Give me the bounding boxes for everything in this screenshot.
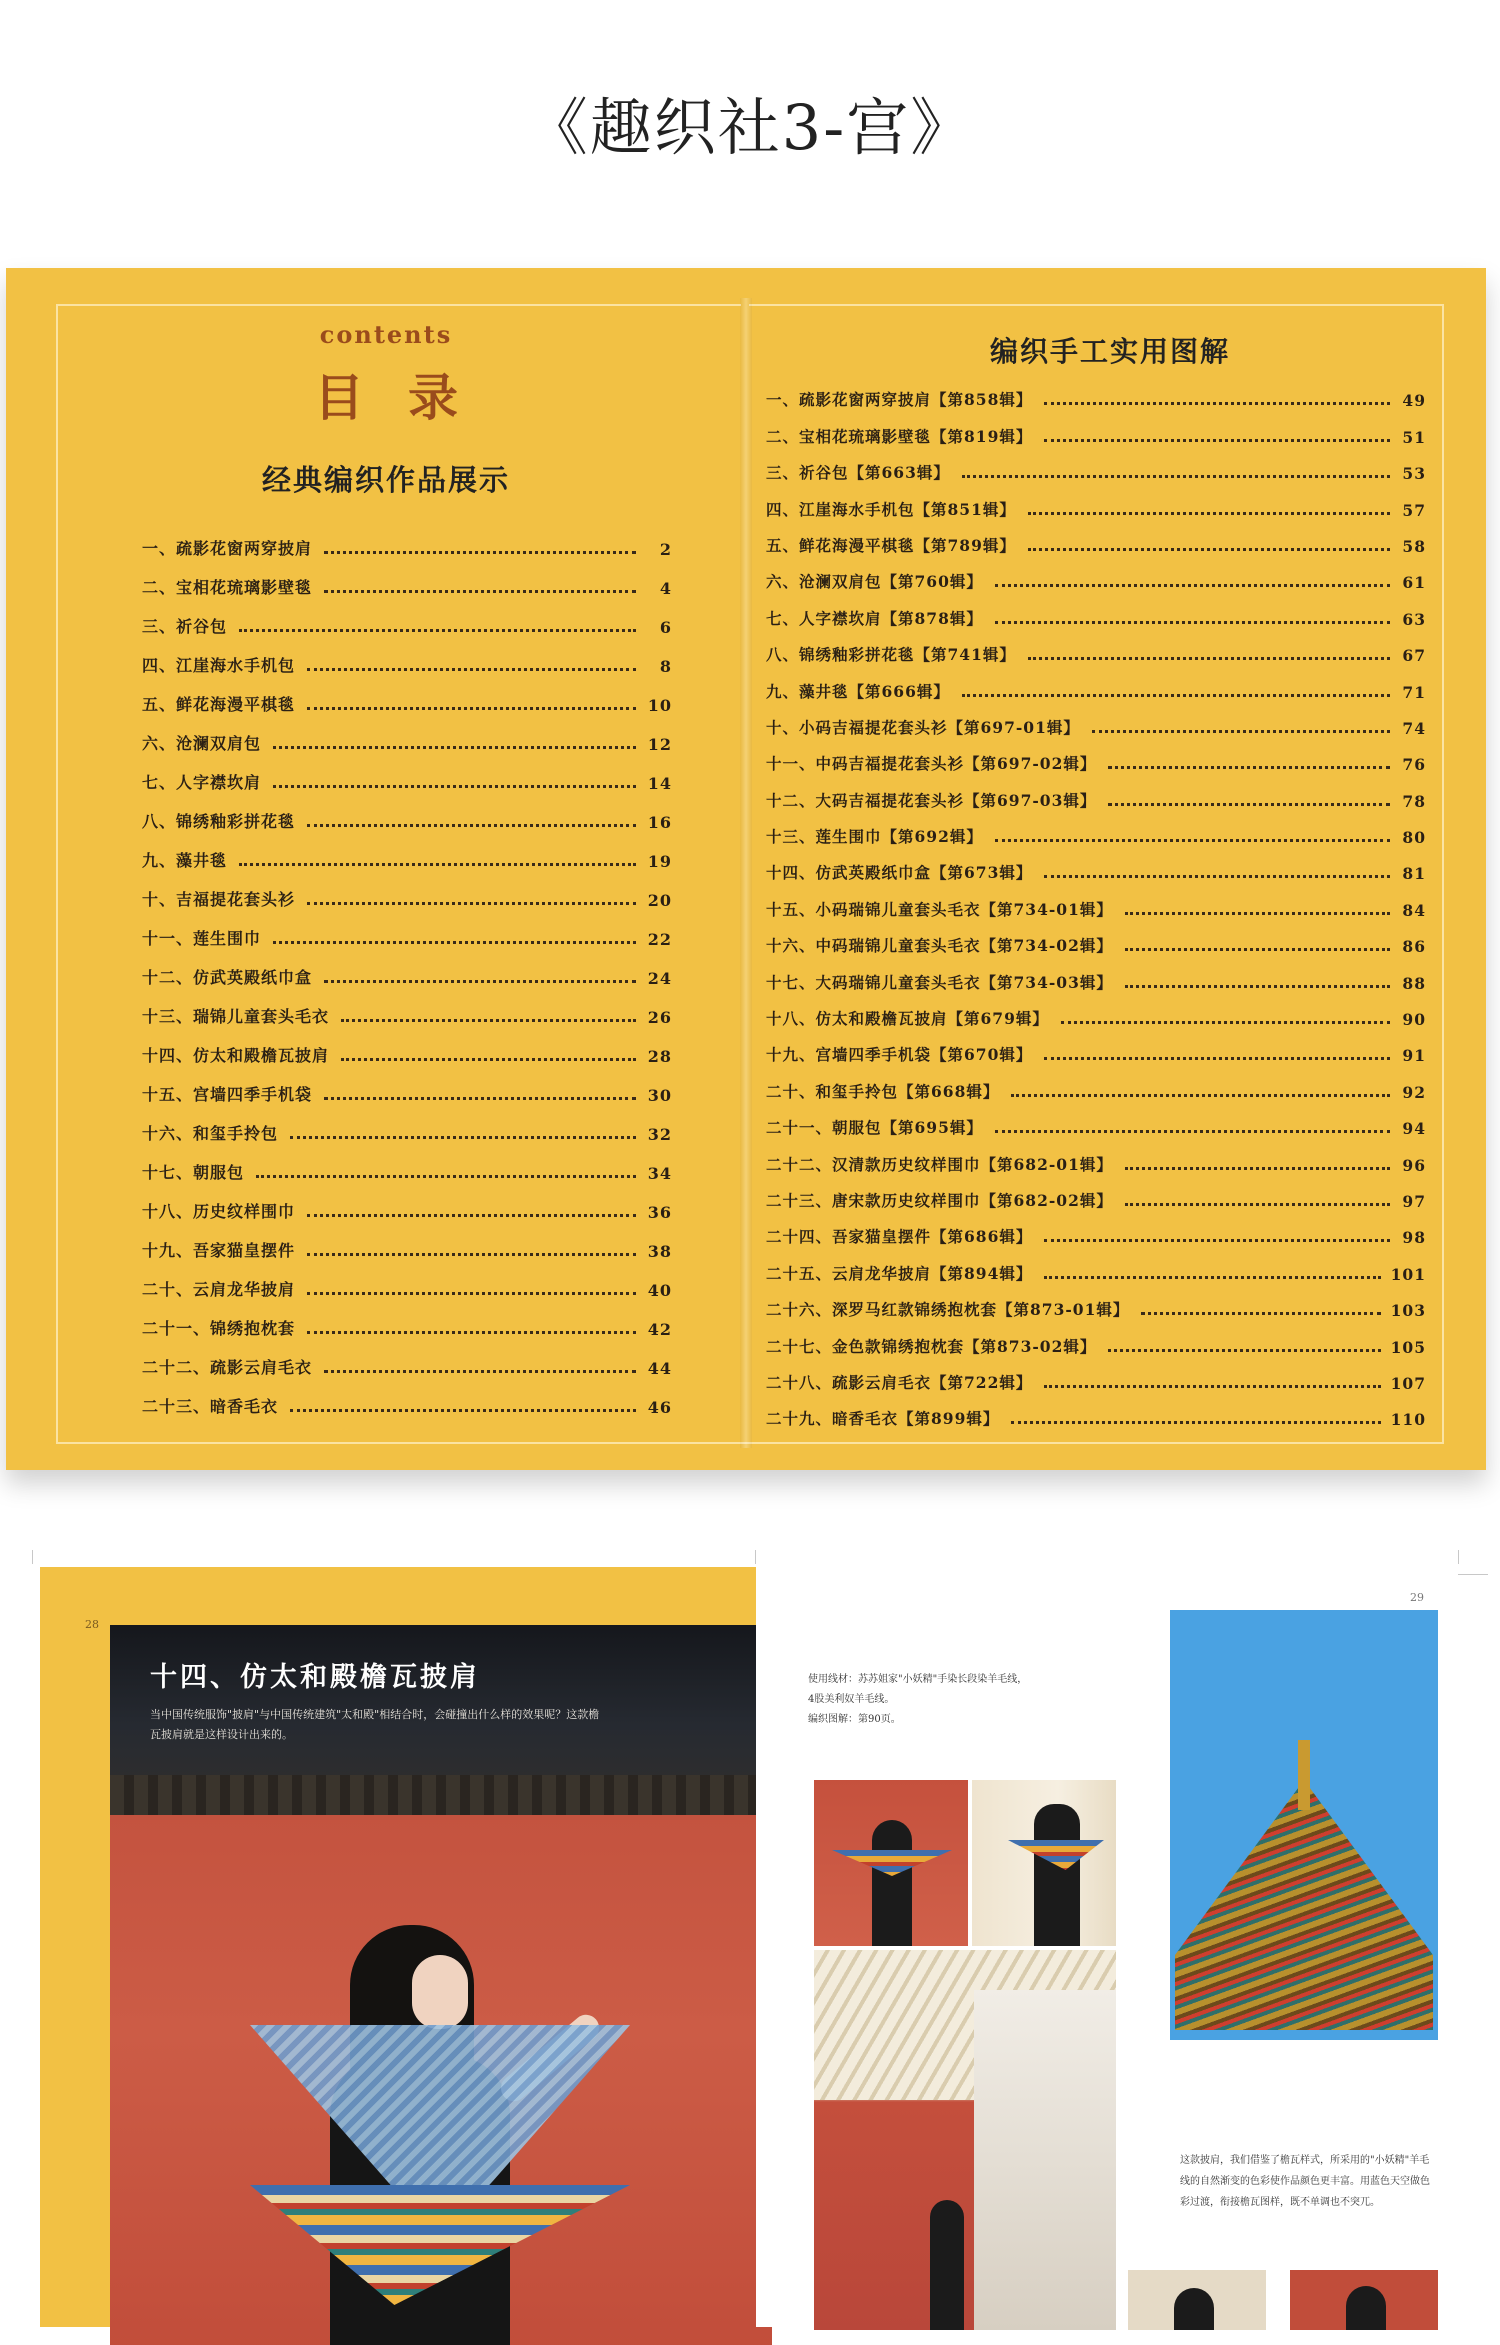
- dot-leader: [1011, 1421, 1380, 1424]
- toc-entry-page: 101: [1390, 1264, 1426, 1284]
- toc-entry-title: 三、祈谷包【第663辑】: [766, 463, 950, 483]
- toc-entry-page: 42: [647, 1320, 672, 1339]
- dot-leader: [1125, 1203, 1390, 1206]
- model-figure: [1346, 2286, 1386, 2330]
- dot-leader: [1044, 1057, 1390, 1060]
- toc-entry-title: 二十一、朝服包【第695辑】: [766, 1118, 983, 1138]
- toc-entry-page: 10: [647, 696, 672, 715]
- toc-entry-title: 七、人字襟坎肩【第878辑】: [766, 608, 983, 628]
- toc-entry: [142, 793, 672, 832]
- toc-entry: [766, 811, 1426, 847]
- dot-leader: [307, 707, 636, 710]
- toc-entry-title: 二十六、深罗马红款锦绣抱枕套【第873-01辑】: [766, 1300, 1130, 1320]
- toc-entry-title: 五、鲜花海漫平棋毯: [142, 695, 296, 714]
- dot-leader: [273, 941, 636, 944]
- toc-entry-page: 30: [647, 1086, 672, 1105]
- usage-line: 编织图解：第90页。: [808, 1714, 901, 1725]
- dot-leader: [1061, 1021, 1390, 1024]
- toc-entry: [142, 1144, 672, 1183]
- toc-entry-title: 十二、大码吉福提花套头衫【第697-03辑】: [766, 790, 1097, 810]
- toc-entry-page: 28: [647, 1047, 672, 1066]
- toc-entry-page: 84: [1402, 900, 1426, 920]
- toc-entry-title: 二、宝相花琉璃影壁毯: [142, 578, 313, 597]
- toc-entry: [766, 410, 1426, 446]
- dot-leader: [341, 1019, 636, 1022]
- toc-entry: [766, 738, 1426, 774]
- toc-entry-title: 二十、云肩龙华披肩: [142, 1280, 296, 1299]
- toc-entry-page: 105: [1390, 1337, 1426, 1357]
- page-number: 28: [85, 1618, 99, 1631]
- dot-leader: [1092, 730, 1390, 733]
- toc-entry-title: 十七、朝服包: [142, 1163, 245, 1182]
- dot-leader: [307, 824, 636, 827]
- photo-detail: [1290, 2270, 1438, 2330]
- project-intro: 当中国传统服饰"披肩"与中国传统建筑"太和殿"相结合时，会碰撞出什么样的效果呢？这款檐瓦披肩就是这样设计出来的。: [150, 1708, 600, 1741]
- toc-entry: [766, 447, 1426, 483]
- toc-entry: [766, 1029, 1426, 1065]
- toc-entry-title: 九、藻井毯: [142, 851, 228, 870]
- toc-entry-page: 38: [647, 1242, 672, 1261]
- dot-leader: [1028, 548, 1390, 551]
- crop-mark: [1458, 1550, 1459, 1564]
- toc-entry-page: 36: [647, 1203, 672, 1222]
- dot-leader: [1125, 912, 1390, 915]
- toc-entry-page: 94: [1402, 1119, 1426, 1139]
- toc-entry-page: 107: [1390, 1373, 1426, 1393]
- shawl-photo: [110, 1625, 772, 2345]
- toc-entry-page: 32: [647, 1125, 672, 1144]
- toc-entry-page: 34: [647, 1164, 672, 1183]
- toc-entry: [766, 920, 1426, 956]
- dot-leader: [1044, 1276, 1380, 1279]
- photo-detail: [1128, 2270, 1266, 2330]
- toc-entry-page: 22: [647, 930, 672, 949]
- dot-leader: [239, 863, 636, 866]
- dot-leader: [1141, 1312, 1380, 1315]
- toc-entry-page: 74: [1402, 718, 1426, 738]
- toc-entry-page: 88: [1402, 973, 1426, 993]
- toc-entry: [142, 1105, 672, 1144]
- toc-entry-page: 96: [1402, 1155, 1426, 1175]
- toc-entry: [142, 871, 672, 910]
- toc-entry-title: 二十五、云肩龙华披肩【第894辑】: [766, 1263, 1033, 1283]
- toc-entry: [142, 754, 672, 793]
- toc-entry-title: 二十四、吾家猫皇摆件【第686辑】: [766, 1227, 1033, 1247]
- toc-entry-title: 十三、莲生围巾【第692辑】: [766, 827, 983, 847]
- dot-leader: [995, 839, 1390, 842]
- toc-entry: [142, 598, 672, 637]
- toc-entry-page: 57: [1402, 500, 1426, 520]
- toc-entry-page: 71: [1402, 682, 1426, 702]
- toc-entry-page: 26: [647, 1008, 672, 1027]
- toc-entry-title: 九、藻井毯【第666辑】: [766, 681, 950, 701]
- works-list: [142, 520, 672, 1417]
- toc-entry-page: 51: [1402, 427, 1426, 447]
- roof-ridge: [1298, 1740, 1310, 1810]
- toc-entry: [766, 1320, 1426, 1356]
- dot-leader: [324, 590, 636, 593]
- dot-leader: [962, 475, 1390, 478]
- dot-leader: [995, 1130, 1390, 1133]
- toc-entry-title: 二、宝相花琉璃影壁毯【第819辑】: [766, 426, 1033, 446]
- toc-entry: [766, 1175, 1426, 1211]
- toc-entry: [766, 1284, 1426, 1320]
- model-face: [412, 1955, 468, 2029]
- toc-entry: [766, 665, 1426, 701]
- toc-entry: [142, 676, 672, 715]
- toc-entry: [766, 956, 1426, 992]
- diagrams-section-title: 编织手工实用图解: [989, 335, 1230, 368]
- toc-entry-page: 78: [1402, 791, 1426, 811]
- dot-leader: [1011, 1094, 1390, 1097]
- toc-entry: [142, 1339, 672, 1378]
- toc-entry-title: 一、疏影花窗两穿披肩【第858辑】: [766, 390, 1033, 410]
- dot-leader: [1044, 439, 1390, 442]
- dot-leader: [273, 746, 636, 749]
- dot-leader: [1028, 512, 1390, 515]
- toc-entry-page: 24: [647, 969, 672, 988]
- toc-entry: [142, 1183, 672, 1222]
- design-caption: 这款披肩，我们借鉴了檐瓦样式，所采用的"小妖精"羊毛线的自然渐变的色彩使作品颜色更丰富。用蓝色天空做色彩过渡，衔接檐瓦图样，既不单调也不突兀。: [1180, 2155, 1430, 2208]
- toc-entry-title: 十一、中码吉福提花套头衫【第697-02辑】: [766, 754, 1097, 774]
- toc-entry-page: 80: [1402, 828, 1426, 848]
- toc-entry-title: 十三、瑞锦儿童套头毛衣: [142, 1007, 330, 1026]
- toc-entry-page: 20: [647, 891, 672, 910]
- toc-entry-page: 40: [647, 1281, 672, 1300]
- toc-entry: [142, 715, 672, 754]
- toc-entry-title: 二十二、汉清款历史纹样围巾【第682-01辑】: [766, 1154, 1113, 1174]
- toc-entry-page: 92: [1402, 1082, 1426, 1102]
- toc-entry-title: 十四、仿太和殿檐瓦披肩: [142, 1046, 330, 1065]
- toc-entry: [142, 559, 672, 598]
- photo-standing: [814, 1950, 1116, 2330]
- toc-entry-title: 十九、宫墙四季手机袋【第670辑】: [766, 1045, 1033, 1065]
- toc-entry-page: 46: [647, 1398, 672, 1417]
- dot-leader: [995, 584, 1390, 587]
- toc-entry-page: 12: [647, 735, 672, 754]
- dot-leader: [324, 980, 636, 983]
- toc-entry-page: 91: [1402, 1046, 1426, 1066]
- works-section-title: 经典编织作品展示: [261, 463, 510, 497]
- toc-entry-title: 十、小码吉福提花套头衫【第697-01辑】: [766, 717, 1080, 737]
- toc-entry-page: 49: [1402, 391, 1426, 411]
- toc-entry-page: 16: [647, 813, 672, 832]
- dot-leader: [290, 1136, 636, 1139]
- toc-entry-title: 四、江崖海水手机包: [142, 656, 296, 675]
- toc-entry-title: 二十三、暗香毛衣: [142, 1397, 279, 1416]
- model-figure: [872, 1820, 912, 1946]
- toc-entry-page: 110: [1390, 1410, 1426, 1430]
- model-figure: [930, 2200, 964, 2330]
- toc-entry-page: 67: [1402, 646, 1426, 666]
- crop-mark: [755, 1550, 756, 1564]
- page-number: 29: [1410, 1591, 1424, 1604]
- dot-leader: [256, 1175, 636, 1178]
- toc-entry-title: 十八、仿太和殿檐瓦披肩【第679辑】: [766, 1009, 1049, 1029]
- dot-leader: [307, 902, 636, 905]
- toc-entry-page: 90: [1402, 1010, 1426, 1030]
- toc-entry-page: 81: [1402, 864, 1426, 884]
- dot-leader: [307, 668, 636, 671]
- toc-entry-page: 58: [1402, 536, 1426, 556]
- dot-leader: [307, 1253, 636, 1256]
- toc-entry-page: 103: [1390, 1301, 1426, 1321]
- toc-entry-title: 二十七、金色款锦绣抱枕套【第873-02辑】: [766, 1336, 1097, 1356]
- dot-leader: [1044, 1239, 1390, 1242]
- toc-entry: [766, 1247, 1426, 1283]
- toc-entry-title: 十五、小码瑞锦儿童套头毛衣【第734-01辑】: [766, 899, 1113, 919]
- dot-leader: [1044, 1385, 1380, 1388]
- toc-entry-title: 十一、莲生围巾: [142, 929, 262, 948]
- toc-entry-title: 二十、和玺手拎包【第668辑】: [766, 1081, 1000, 1101]
- toc-entry: [766, 883, 1426, 919]
- toc-entry: [766, 1393, 1426, 1429]
- dot-leader: [239, 629, 636, 632]
- eaves: [110, 1775, 772, 1819]
- dot-leader: [307, 1214, 636, 1217]
- dot-leader: [341, 1058, 636, 1061]
- portrait-panel: [974, 1990, 1116, 2330]
- toc-heading: 目录: [314, 368, 502, 427]
- toc-entry: [766, 702, 1426, 738]
- toc-entry: [766, 1211, 1426, 1247]
- toc-entry: [142, 1066, 672, 1105]
- model-figure: [1034, 1804, 1080, 1946]
- dot-leader: [307, 1292, 636, 1295]
- dot-leader: [1125, 1167, 1390, 1170]
- toc-entry-title: 十二、仿武英殿纸巾盒: [142, 968, 313, 987]
- usage-line: 4股美利奴羊毛线。: [808, 1694, 895, 1705]
- toc-entry-page: 97: [1402, 1191, 1426, 1211]
- toc-entry: [766, 774, 1426, 810]
- toc-entry: [142, 520, 672, 559]
- toc-entry: [766, 1065, 1426, 1101]
- toc-entry-title: 七、人字襟坎肩: [142, 773, 262, 792]
- toc-entry: [766, 520, 1426, 556]
- toc-entry-title: 十八、历史纹样围巾: [142, 1202, 296, 1221]
- toc-entry-title: 十六、中码瑞锦儿童套头毛衣【第734-02辑】: [766, 936, 1113, 956]
- left-page: [40, 1567, 756, 2327]
- toc-entry-title: 四、江崖海水手机包【第851辑】: [766, 499, 1016, 519]
- toc-entry: [766, 592, 1426, 628]
- toc-entry-title: 五、鲜花海漫平棋毯【第789辑】: [766, 535, 1016, 555]
- toc-entry: [142, 1261, 672, 1300]
- toc-entry: [766, 483, 1426, 519]
- toc-entry-page: 76: [1402, 755, 1426, 775]
- toc-entry-page: 44: [647, 1359, 672, 1378]
- toc-entry-title: 十、吉福提花套头衫: [142, 890, 296, 909]
- toc-entry: [766, 629, 1426, 665]
- dot-leader: [962, 694, 1390, 697]
- toc-entry-title: 二十三、唐宋款历史纹样围巾【第682-02辑】: [766, 1190, 1113, 1210]
- dot-leader: [1108, 803, 1390, 806]
- toc-entry: [766, 1138, 1426, 1174]
- toc-entry-page: 53: [1402, 464, 1426, 484]
- photo-side-view: [972, 1780, 1116, 1946]
- contents-label: contents: [319, 320, 453, 349]
- project-title: 十四、仿太和殿檐瓦披肩: [150, 1662, 480, 1693]
- crop-mark: [32, 1550, 33, 1564]
- toc-entry-page: 19: [647, 852, 672, 871]
- toc-entry-title: 二十二、疏影云肩毛衣: [142, 1358, 313, 1377]
- toc-entry-page: 61: [1402, 573, 1426, 593]
- toc-entry-title: 十五、宫墙四季手机袋: [142, 1085, 313, 1104]
- toc-entry-title: 八、锦绣釉彩拼花毯: [142, 812, 296, 831]
- toc-entry: [142, 637, 672, 676]
- dot-leader: [1125, 948, 1390, 951]
- toc-entry: [142, 832, 672, 871]
- diagrams-list: [766, 374, 1426, 1429]
- toc-entry-title: 二十一、锦绣抱枕套: [142, 1319, 296, 1338]
- toc-entry: [766, 1357, 1426, 1393]
- dot-leader: [1044, 402, 1390, 405]
- toc-entry: [766, 993, 1426, 1029]
- toc-entry: [142, 1222, 672, 1261]
- usage-line: 使用线材：苏苏姐家"小妖精"手染长段染羊毛线，: [808, 1674, 1028, 1685]
- dot-leader: [324, 551, 636, 554]
- toc-entry-title: 十七、大码瑞锦儿童套头毛衣【第734-03辑】: [766, 972, 1113, 992]
- dot-leader: [1108, 1349, 1380, 1352]
- toc-entry-title: 六、沧澜双肩包【第760辑】: [766, 572, 983, 592]
- book-title: 《趣织社3-宫》: [525, 91, 975, 164]
- toc-entry: [142, 910, 672, 949]
- toc-entry: [766, 847, 1426, 883]
- dot-leader: [290, 1409, 636, 1412]
- toc-entry-title: 十四、仿武英殿纸巾盒【第673辑】: [766, 863, 1033, 883]
- toc-entry-title: 一、疏影花窗两穿披肩: [142, 539, 313, 558]
- usage-notes: [808, 1670, 1168, 1730]
- toc-entry-page: 98: [1402, 1228, 1426, 1248]
- toc-entry: [766, 1102, 1426, 1138]
- toc-entry-page: 14: [647, 774, 672, 793]
- toc-entry-title: 六、沧澜双肩包: [142, 734, 262, 753]
- toc-spread: [6, 268, 1486, 1470]
- dot-leader: [307, 1331, 636, 1334]
- toc-entry-title: 三、祈谷包: [142, 617, 228, 636]
- dot-leader: [324, 1370, 636, 1373]
- toc-entry: [142, 1300, 672, 1339]
- toc-entry: [142, 988, 672, 1027]
- dot-leader: [1028, 657, 1390, 660]
- dot-leader: [1044, 875, 1390, 878]
- toc-entry-page: 8: [659, 657, 672, 676]
- dot-leader: [1108, 766, 1390, 769]
- photo-back-view: [814, 1780, 968, 1946]
- toc-entry: [142, 1378, 672, 1417]
- model-figure: [1174, 2288, 1214, 2330]
- toc-entry-page: 2: [659, 540, 672, 559]
- toc-entry: [142, 1027, 672, 1066]
- toc-entry: [766, 374, 1426, 410]
- toc-entry-title: 八、锦绣釉彩拼花毯【第741辑】: [766, 645, 1016, 665]
- toc-entry-page: 86: [1402, 937, 1426, 957]
- toc-entry-page: 63: [1402, 609, 1426, 629]
- toc-entry-title: 十九、吾家猫皇摆件: [142, 1241, 296, 1260]
- toc-entry: [766, 556, 1426, 592]
- dot-leader: [324, 1097, 636, 1100]
- toc-entry-title: 二十九、暗香毛衣【第899辑】: [766, 1409, 1000, 1429]
- magazine-spread: [0, 1540, 1500, 2322]
- dot-leader: [1125, 985, 1390, 988]
- toc-entry-title: 十六、和玺手拎包: [142, 1124, 279, 1143]
- crop-mark: [1458, 1574, 1488, 1575]
- dot-leader: [995, 621, 1390, 624]
- shawl: [832, 1850, 952, 1876]
- toc-entry-page: 6: [659, 618, 672, 637]
- toc-entry-title: 二十八、疏影云肩毛衣【第722辑】: [766, 1372, 1033, 1392]
- dot-leader: [273, 785, 636, 788]
- toc-entry: [142, 949, 672, 988]
- toc-entry-page: 4: [659, 579, 672, 598]
